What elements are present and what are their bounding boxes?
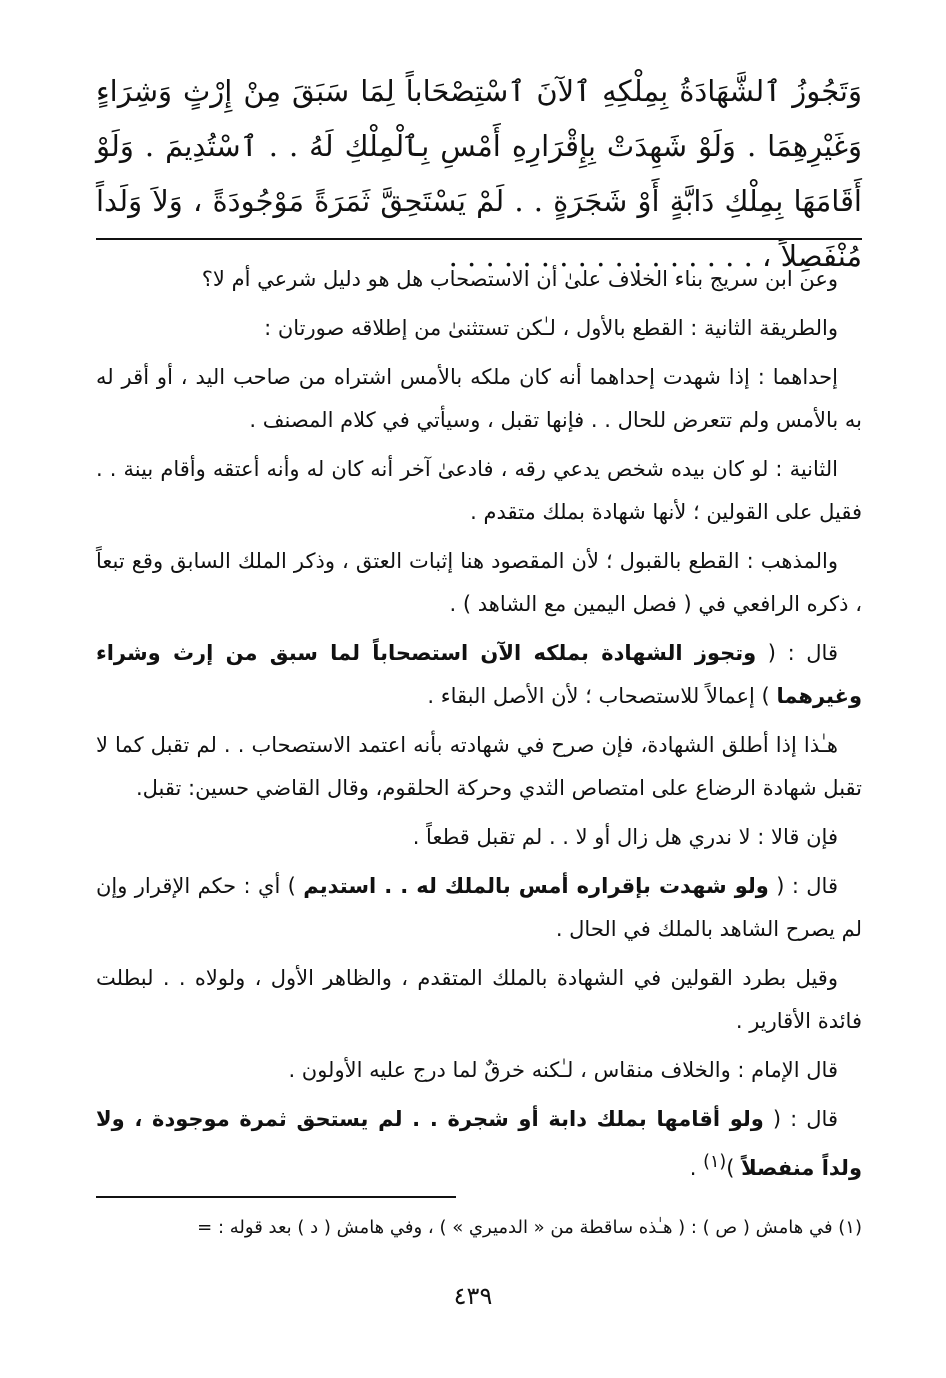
quote-rest: ) أي : حكم الإقرار وإن لم يصرح الشاهد بالملك في الحال . <box>96 874 862 941</box>
main-text <box>96 64 862 284</box>
footnote: (١) في هامش ( ص ) : ( هـٰذه ساقطة من « الدميري » ) ، وفي هامش ( د ) بعد قوله : = <box>197 1217 862 1238</box>
commentary-paragraph <box>96 865 862 951</box>
commentary-paragraph: وقيل بطرد القولين في الشهادة بالملك المتقدم ، والظاهر الأول ، ولولاه . . لبطلت فائدة الأقارير . <box>96 966 862 1033</box>
separator-line <box>96 238 862 240</box>
period: . <box>689 1156 704 1180</box>
quoted-text: ولو شهدت بإقراره أمس بالملك له . . استديم <box>303 874 769 898</box>
main-text-paragraph: وَتَجُوزُ ٱلشَّهَادَةُ بِمِلْكِهِ ٱلآنَ ٱسْتِصْحَاباً لِمَا سَبَقَ مِنْ إِرْثٍ وَشِرَاءٍ وَغَيْرِهِمَا . وَلَوْ شَهِدَتْ بِإِقْرَارِهِ أَمْسِ بِٱلْمِلْكِ لَهُ . . ٱسْتُدِيمَ . وَلَوْ أَقَامَهَا بِمِلْكِ دَابَّةٍ أَوْ شَجَرَةٍ . . لَمْ يَسْتَحِقَّ ثَمَرَةً مَوْجُودَةً ، وَلاَ وَلَداً مُنْفَصِلاً ، . . . . . . . . . . . . . . . . . <box>96 74 862 273</box>
commentary-paragraph: فإن قالا : لا ندري هل زال أو لا . . لم تقبل قطعاً . <box>412 825 838 849</box>
quoted-text: ولو أقامها بملك دابة أو شجرة . . لم يستحق ثمرة موجودة ، ولا ولداً منفصلاً <box>96 1107 862 1180</box>
quote-open: قال : ( <box>756 641 838 665</box>
quote-rest: ) إعمالاً للاستصحاب ؛ لأن الأصل البقاء . <box>427 684 777 708</box>
page-number: ٤٣٩ <box>453 1282 493 1310</box>
commentary <box>96 258 862 1196</box>
footnote-reference: (١) <box>703 1152 727 1172</box>
commentary-paragraph <box>96 1098 862 1190</box>
footnote-separator <box>96 1196 456 1198</box>
commentary-paragraph: هـٰذا إذا أطلق الشهادة، فإن صرح في شهادته بأنه اعتمد الاستصحاب . . لم تقبل كما لا تقبل شهادة الرضاع على امتصاص الثدي وحركة الحلقوم، وقال القاضي حسين: تقبل. <box>96 733 862 800</box>
commentary-paragraph: وعن ابن سريج بناء الخلاف علىٰ أن الاستصحاب هل هو دليل شرعي أم لا؟ <box>201 267 838 291</box>
commentary-paragraph <box>96 632 862 718</box>
quote-close: ) <box>726 1156 742 1180</box>
quoted-text: وتجوز الشهادة بملكه الآن استصحاباً لما سبق من إرث وشراء وغيرهما <box>96 641 862 708</box>
quote-open: قال : ( <box>763 1107 838 1131</box>
commentary-paragraph: الثانية : لو كان بيده شخص يدعي رقه ، فادعىٰ آخر أنه كان له وأنه أعتقه وأقام بينة . . فقيل على القولين ؛ لأنها شهادة بملك متقدم . <box>96 457 862 524</box>
quote-open: قال : ( <box>768 874 838 898</box>
commentary-paragraph: والطريقة الثانية : القطع بالأول ، لـٰكن تستثنىٰ من إطلاقه صورتان : <box>264 316 838 340</box>
commentary-paragraph: قال الإمام : والخلاف منقاس ، لـٰكنه خرقٌ لما درج عليه الأولون . <box>288 1058 838 1082</box>
commentary-paragraph: والمذهب : القطع بالقبول ؛ لأن المقصود هنا إثبات العتق ، وذكر الملك السابق وقع تبعاً ، ذكره الرافعي في ( فصل اليمين مع الشاهد ) . <box>96 549 862 616</box>
commentary-paragraph: إحداهما : إذا شهدت إحداهما أنه كان ملكه بالأمس اشتراه من صاحب اليد ، أو أقر له به بالأمس ولم تتعرض للحال . . فإنها تقبل ، وسيأتي في كلام المصنف . <box>96 365 862 432</box>
